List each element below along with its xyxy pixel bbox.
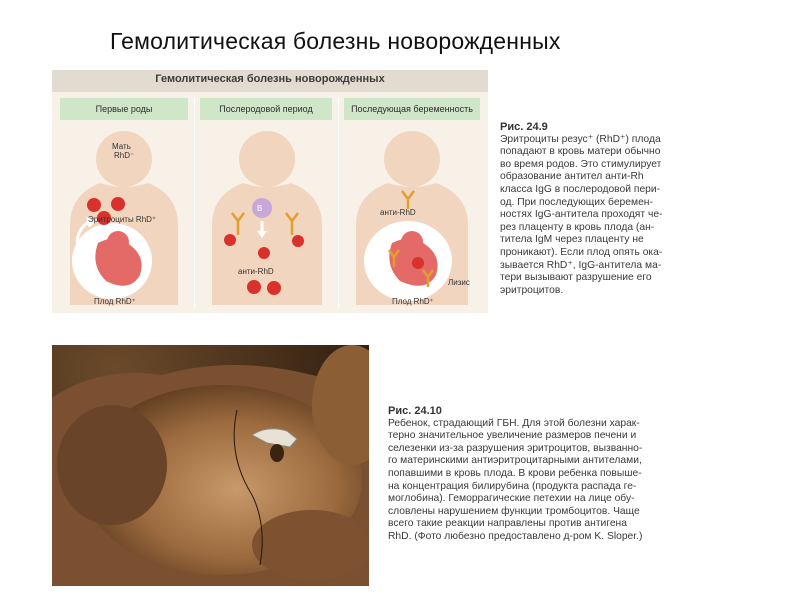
mother-label: Мать [112, 142, 131, 151]
caption-line: попавшими в кровь плода. В крови ребенка повыше- [388, 467, 642, 479]
infant-photo-image [52, 345, 369, 586]
rbc-cell [224, 234, 236, 246]
caption-line: селезенки из-за разрушения эритроцитов, вызванно- [388, 442, 643, 454]
rbc-cell [247, 280, 261, 294]
caption-heading: Рис. 24.9 [500, 121, 548, 133]
caption-line: тери вызывают разрушение его [500, 272, 652, 284]
caption-line: рез плаценту в кровь плода (ан- [500, 221, 655, 233]
figure-band-title: Гемолитическая болезнь новорожденных [155, 73, 385, 85]
caption-line: го материнскими антиэритроцитарными антителами, [388, 455, 642, 467]
rbc-cell [111, 197, 125, 211]
caption-line: во время родов. Это стимулирует [500, 158, 662, 170]
caption-line: всего такие реакции направлены против антигена [388, 518, 627, 530]
figure-24-9-diagram [52, 70, 488, 313]
panel-divider [338, 98, 339, 308]
panel-divider [194, 98, 195, 308]
caption-line: проникают). Если плод опять ока- [500, 246, 663, 258]
caption-line: од. При последующих беремен- [500, 196, 653, 208]
caption-line: на концентрация билирубина (продукта распада ге- [388, 480, 637, 492]
mother-head [239, 131, 295, 187]
mother-rh-label: RhD⁻ [114, 151, 135, 160]
panel-heading-next-pregnancy: Последующая беременность [344, 98, 480, 120]
mother-head [384, 131, 440, 187]
anti-rhd-label-next: анти-RhD [380, 208, 416, 217]
infant-leg [252, 510, 369, 580]
fetus-head [107, 231, 129, 253]
panel-heading-postpartum: Послеродовой период [200, 98, 332, 120]
caption-line: Эритроциты резус⁺ (RhD⁺) плода [500, 133, 661, 145]
figure-24-9-caption [500, 121, 715, 297]
caption-line: терно значительное увеличение размеров печени и [388, 430, 637, 442]
erythrocytes-label: Эритроциты RhD⁺ [88, 215, 157, 224]
caption-line: RhD. (Фото любезно предоставлено д-ром K. Sloper.) [388, 530, 643, 542]
fetus-label-first: Плод RhD⁺ [94, 297, 136, 306]
rbc-cell [267, 281, 281, 295]
rbc-cell [292, 235, 304, 247]
caption-line: класса IgG в послеродовой пери- [500, 183, 661, 195]
rbc-cell [258, 247, 270, 259]
caption-line: зывается RhD⁺, IgG-антитела ма- [500, 259, 662, 271]
figure-24-10-caption [388, 405, 700, 544]
caption-line: попадают в кровь матери обычно [500, 146, 661, 158]
infant-photo [52, 345, 369, 586]
caption-line: эритроцитов. [500, 284, 564, 296]
infant-face [57, 405, 167, 525]
caption-line: словлены нарушением функции тромбоцитов. Чаще [388, 505, 640, 517]
caption-line: моглобина). Геморрагические петехии на лице обу- [388, 493, 635, 505]
fetus-label-next: Плод RhD⁺ [392, 297, 434, 306]
rbc-cell [87, 198, 101, 212]
caption-line: Ребенок, страдающий ГБН. Для этой болезни харак- [388, 417, 640, 429]
umbilical-stump [270, 444, 284, 462]
figure-title-band [52, 70, 488, 92]
caption-line: титела IgM через плаценту не [500, 234, 644, 246]
b-cell-label: B [257, 204, 263, 213]
caption-line: образование антител анти-Rh [500, 171, 644, 183]
lysis-label: Лизис [448, 278, 470, 287]
fetus-head [401, 231, 423, 253]
rbc-cell [412, 257, 424, 269]
caption-line: ностях IgG-антитела проходят че- [500, 209, 663, 221]
caption-heading: Рис. 24.10 [388, 405, 442, 417]
anti-rhd-label-postpartum: анти-RhD [238, 267, 274, 276]
slide-title: Гемолитическая болезнь новорожденных [110, 28, 561, 54]
mother-body-postpartum [202, 125, 332, 310]
panel-heading-first-birth: Первые роды [60, 98, 188, 120]
